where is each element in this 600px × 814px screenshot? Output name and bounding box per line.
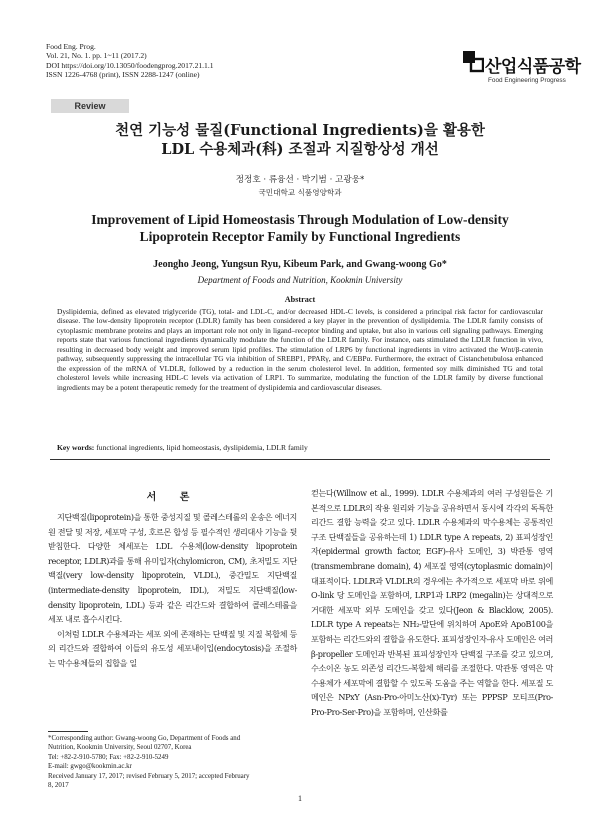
footnote-line-1: *Corresponding author: Gwang-woong Go, Department of Foods and (48, 735, 241, 742)
department-english: Department of Foods and Nutrition, Kookmin University (197, 275, 403, 285)
title-korean-line2: LDL 수용체과(科) 조절과 지질항상성 개선 (161, 141, 439, 158)
abstract-heading: Abstract (284, 295, 316, 304)
footnote-line-5: Received January 17, 2017; revised February 5, 2017; accepted February (48, 772, 250, 780)
title-english-line1: Improvement of Lipid Homeostasis Through Modulation of Low-density (91, 212, 509, 227)
journal-doi: DOI https://doi.org/10.13050/foodengprog.2017.21.1.1 (46, 60, 214, 70)
page-number: 1 (298, 794, 302, 803)
divider-rule (50, 459, 550, 460)
section-heading-introduction: 서 론 (146, 492, 200, 503)
body-right-column (311, 486, 553, 720)
journal-volume: Vol. 21, No. 1. pp. 1~11 (2017.2) (46, 51, 147, 61)
title-korean (0, 121, 600, 159)
review-badge: Review (51, 99, 129, 113)
journal-name: Food Eng. Prog. (46, 42, 96, 51)
journal-issn: ISSN 1226-4768 (print), ISSN 2288-1247 (online) (46, 70, 200, 80)
left-paragraph-2: 이처럼 LDLR 수용체과는 세포 외에 존재하는 단백질 및 지질 복합체 등의 리간드와 결합하여 이들의 유도성 세포내이입(endocytosis)을 조절하는 막수용체들의 집합을 일 (48, 628, 297, 668)
title-english (0, 211, 600, 245)
keywords-label: Key words: (57, 443, 95, 452)
footnote-line-4: E-mail: gwgo@kookmin.ac.kr (48, 763, 132, 771)
footnote-line-3: Tel: +82-2-910-5780; Fax: +82-2-910-5249 (48, 753, 169, 761)
authors-english: Jeongho Jeong, Yungsun Ryu, Kibeum Park, and Gwang-woong Go* (153, 259, 447, 270)
right-paragraph-1: 컫는다(Willnow et al., 1999). LDLR 수용체과의 여러 구성원들은 기본적으로 LDLR의 작용 원리와 기능을 공유하면서 동시에 각각의 독특한 리간드 결합 능력을 갖고 있다. LDLR 수용체과의 막수용체는 공통적인 구조 단백질들을 공유하는데 1) LDLR type A repeats, 2) 표피성장인자(epidermal growth factor, EGF)-유사 도메인, 3) 박관통 영역(transmembrane domain), 4) 세포질 영역(cytoplasmic domain)이 대표적이다. LDLR과 VLDLR의 경우에는 추가적으로 세포막 바로 위에 O-link 당 도메인을 포함하며, LRP1과 LRP2 (megalin)는 상대적으로 거대한 세포막 외부 도메인을 갖고 있다(Jeon & Blacklow, 2005). LDLR type A repeats는 NH₂-말단에 위치하며 ApoE와 ApoB100을 포함하는 리간드와의 결합을 유도한다. 표피성장인자-유사 도메인은 여러 β-propeller 도메인과 반복된 표피성장인자 단백질 구조를 갖고 있으며, 수소이온 농도 의존성 리간드-복합체 해리를 조절한다. 막관통 영역은 막수용체가 세포막에 결합할 수 있도록 도움을 주는 역할을 한다. 세포질 도메인은 NPxY (Asn-Pro-아미노산(x)-Tyr) 또는 PPPSP 모티프(Pro-Pro-Pro-Ser-Pro)을 포함하며, 인산화를 (311, 488, 554, 717)
title-english-line2: Lipoprotein Receptor Family by Functional Ingredients (139, 229, 461, 244)
logo-text: 산업식품공학 (485, 57, 581, 77)
left-paragraph-1: 지단백질(lipoprotein)을 통한 중성지질 및 콜레스테롤의 운송은 에너지원 전달 및 저장, 세포막 구성, 호르몬 합성 등 필수적인 생리대사 기능을 뒷받침한다. 다양한 체세포는 LDL 수용체(low-density lipoprotein receptor, LDLR)과를 통해 유미입자(chylomicron, CM), 초저밀도 지단백질(very low-density lipoprotein, VLDL), 중간밀도 지단백질(intermediate-density lipoprotein, IDL), 저밀도 지단백질(low-density lipoprotein, LDL) 등과 같은 리간드와 결합하여 콜레스테롤을 세포 내로 흡수시킨다. (48, 512, 297, 625)
body-left-column (48, 510, 297, 671)
footnote (48, 734, 298, 790)
title-korean-line1: 천연 기능성 물질(Functional Ingredients)을 활용한 (115, 122, 485, 139)
logo-mark-icon (462, 50, 484, 76)
journal-logo (462, 50, 581, 96)
affiliation-korean: 국민대학교 식품영양학과 (258, 188, 342, 197)
logo-subtitle: Food Engineering Progress (488, 77, 566, 84)
abstract-text: Dyslipidemia, defined as elevated triglyceride (TG), total- and LDL-C, and/or decreased HDL-C levels, is considered a principal risk factor for cardiovascular disease. The low-density lipoprotein receptor (LDLR) family has been considered a key player in the prevention of dyslipidemia. The LDLR family consists of cytoplasmic membrane proteins and plays an important role not only in ligand–receptor binding and uptake, but also in various cell signaling pathways. Emerging reports state that various functional ingredients dynamically modulate the function of the LDLR family. For instance, oats stimulated the LDLR function in vivo, resulting in decreased body weight and improved serum lipid profiles. The stimulation of LRP6 by functional ingredients in vitro activated the Wnt/β-catenin pathway, subsequently suppressing the intracellular TG via inhibition of SREBP1, PPARγ, and C/EBPα. Furthermore, the extract of Cistanchetubulosa enhanced the expression of the mRNA of VLDLR, followed by a reduction in the serum cholesterol level. In addition, fermented soy milk diminished TG and total cholesterol levels while increasing HDL-C levels via activation of LRP1. To summarize, modulating the function of the LDLR family by diverse functional ingredients may be a potent therapeutic remedy for the treatment of dyslipidemia and cardiovascular diseases. (57, 307, 543, 392)
journal-info (46, 42, 214, 80)
keywords (57, 443, 308, 452)
keywords-list: functional ingredients, lipid homeostasis, dyslipidemia, LDLR family (96, 443, 308, 452)
authors-korean: 정정호 · 류융선 · 박기범 · 고광웅* (235, 175, 365, 185)
footnote-line-2: Nutrition, Kookmin University, Seoul 02707, Korea (48, 744, 192, 752)
footnote-rule (48, 731, 88, 732)
footnote-line-6: 8, 2017 (48, 782, 69, 790)
